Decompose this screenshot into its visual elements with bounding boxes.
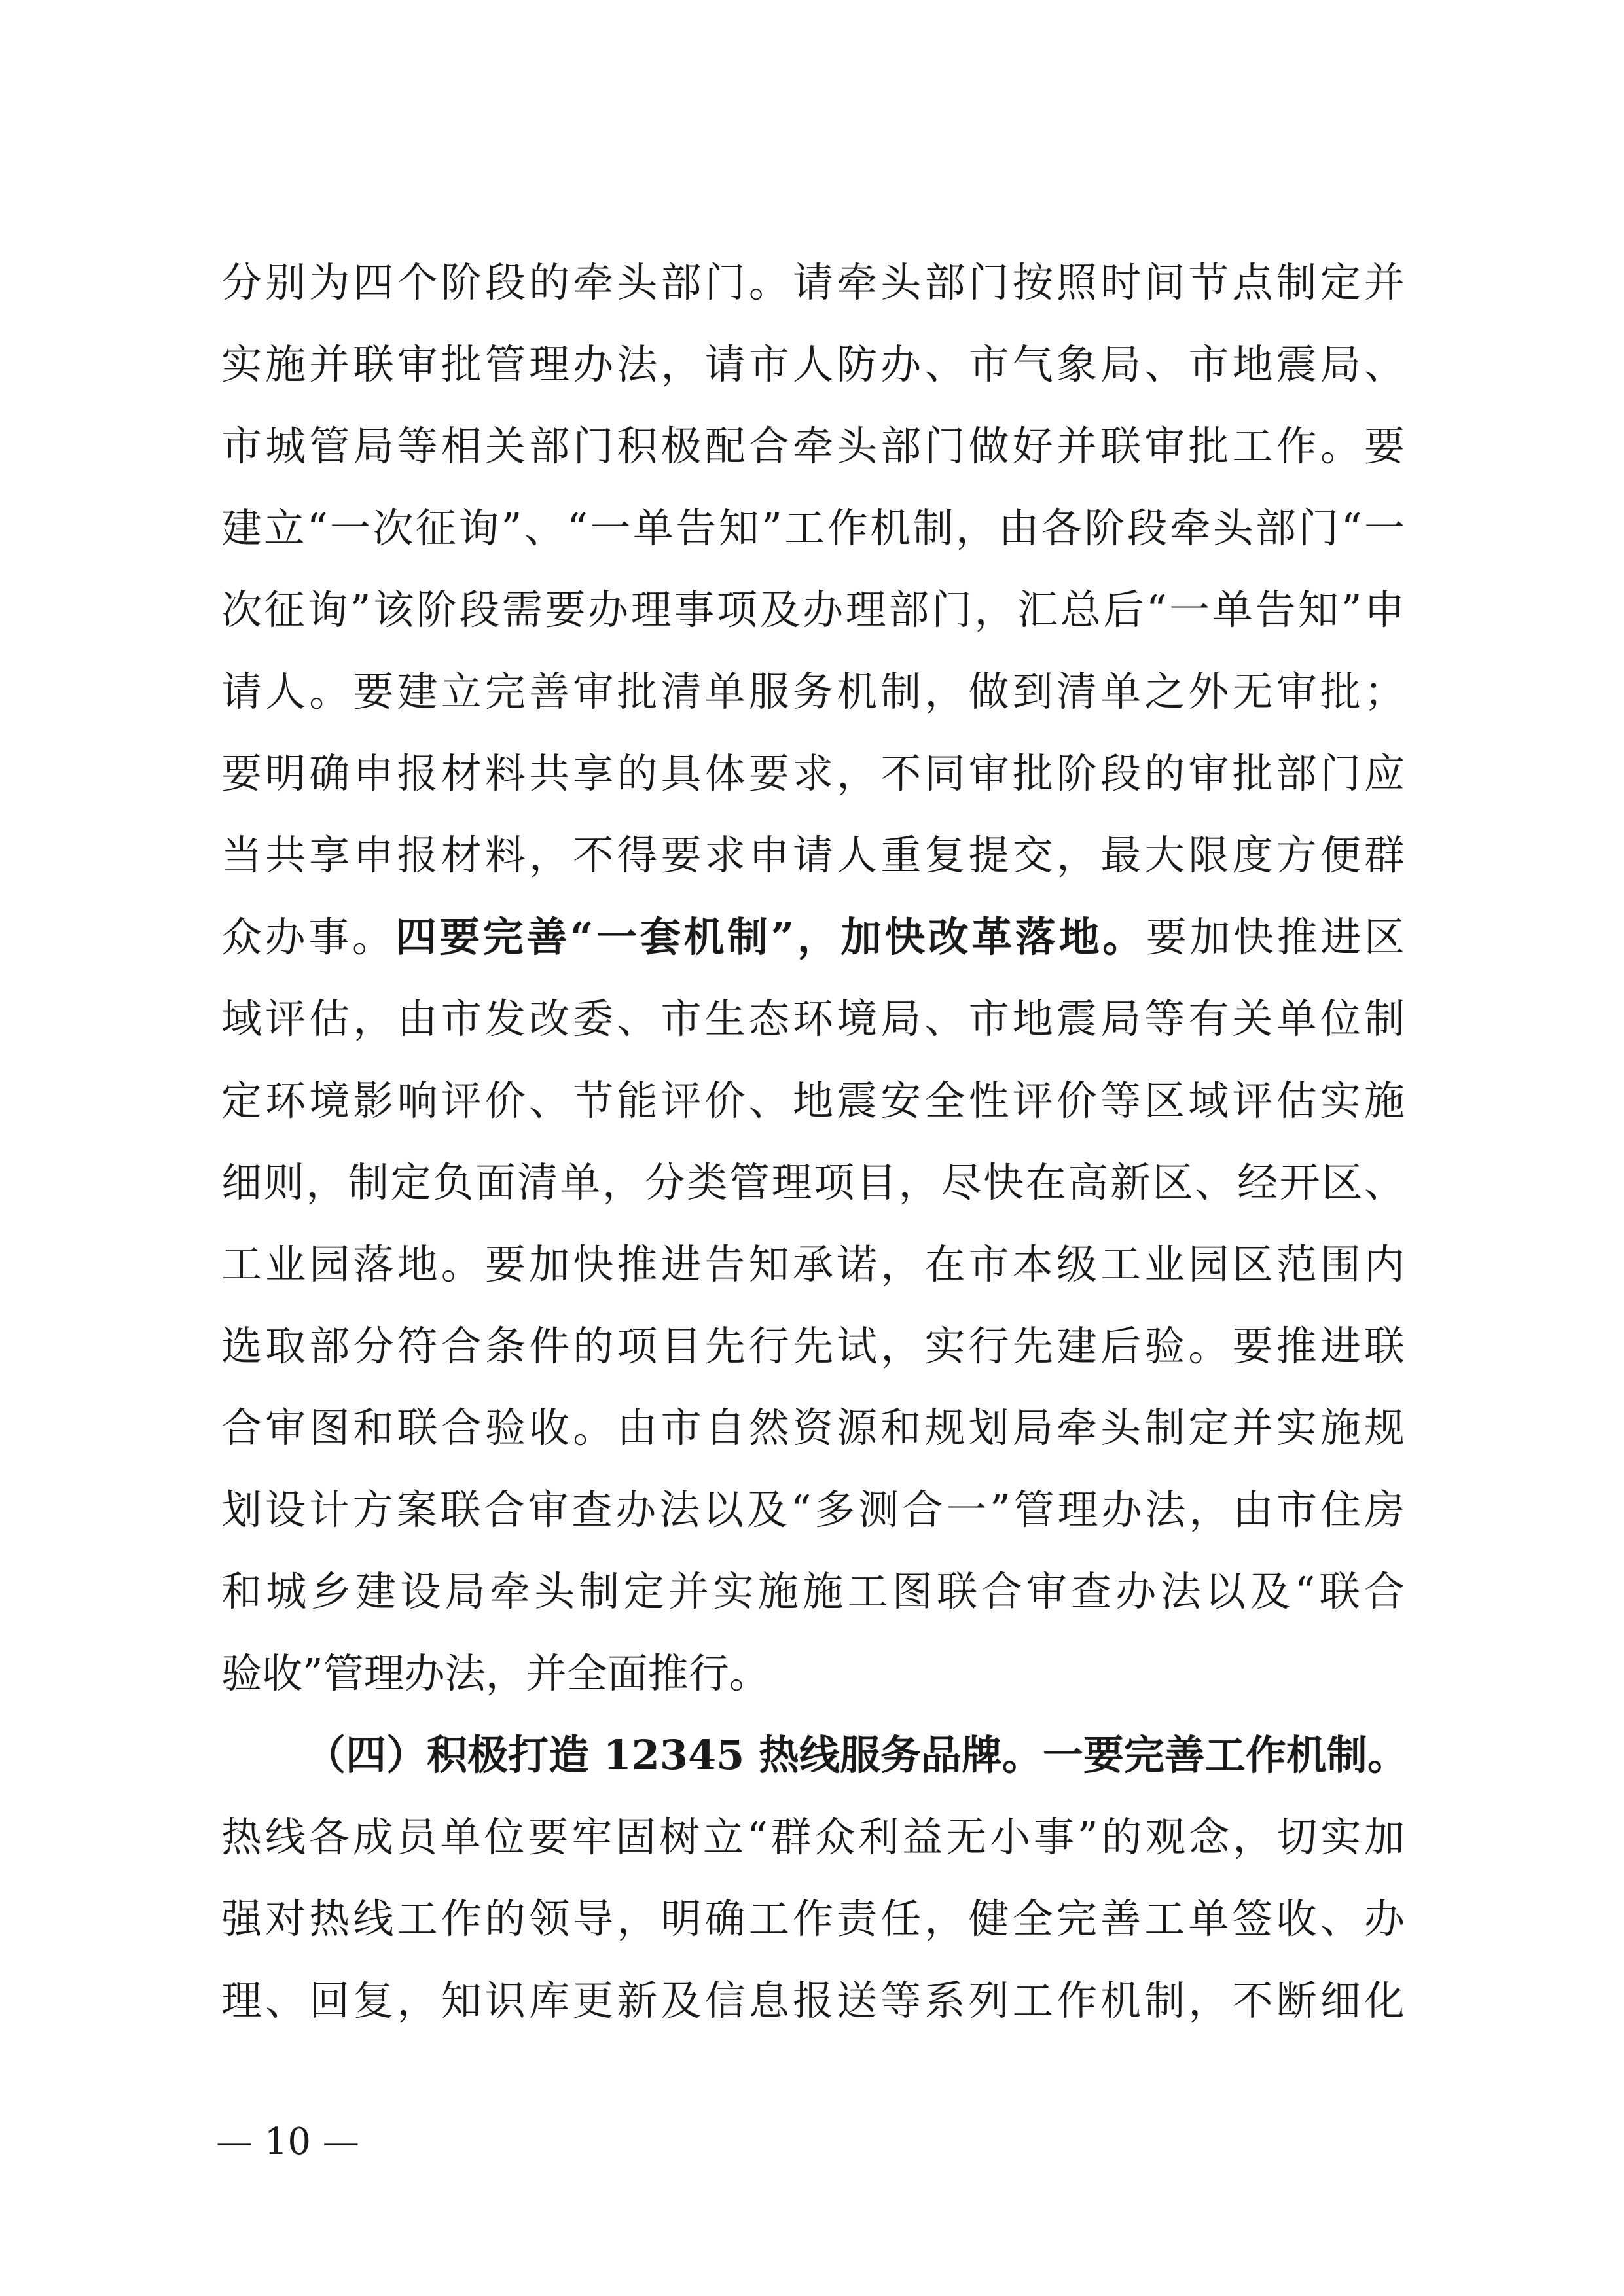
body-line-11: 定环境影响评价、节能评价、地震安全性评价等区域评估实施 [221, 1077, 1405, 1124]
body-line-4: 建立“一次征询”、“一单告知”工作机制，由各阶段牵头部门“一 [221, 504, 1405, 552]
body-line-22: 理、回复，知识库更新及信息报送等系列工作机制，不断细化 [221, 1977, 1405, 2024]
body-line-16: 划设计方案联合审查办法以及“多测合一”管理办法，由市住房 [221, 1486, 1405, 1534]
line-9-tail-text: 要加快推进区 [1146, 913, 1405, 961]
body-line-14: 选取部分符合条件的项目先行先试，实行先建后验。要推进联 [221, 1322, 1405, 1370]
page-number: — 10 — [216, 2121, 359, 2163]
body-line-8: 当共享申报材料，不得要求申请人重复提交，最大限度方便群 [221, 831, 1405, 879]
body-line-7: 要明确申报材料共享的具体要求，不同审批阶段的审批部门应 [221, 749, 1405, 797]
body-line-5: 次征询”该阶段需要办理事项及办理部门，汇总后“一单告知”申 [221, 586, 1405, 634]
body-line-12: 细则，制定负面清单，分类管理项目，尽快在高新区、经开区、 [221, 1158, 1405, 1206]
body-line-17: 和城乡建设局牵头制定并实施施工图联合审查办法以及“联合 [221, 1568, 1405, 1615]
body-line-13: 工业园落地。要加快推进告知承诺，在市本级工业园区范围内 [221, 1240, 1405, 1288]
body-line-18: 验收”管理办法，并全面推行。 [221, 1649, 770, 1697]
bold-heading-four: 四要完善“一套机制”，加快改革落地。 [395, 913, 1146, 961]
body-line-15: 合审图和联合验收。由市自然资源和规划局牵头制定并实施规 [221, 1404, 1405, 1452]
body-line-1: 分别为四个阶段的牵头部门。请牵头部门按照时间节点制定并 [221, 259, 1405, 306]
body-line-3: 市城管局等相关部门积极配合牵头部门做好并联审批工作。要 [221, 422, 1405, 470]
body-line-2: 实施并联审批管理办法，请市人防办、市气象局、市地震局、 [221, 340, 1405, 388]
body-line-10: 域评估，由市发改委、市生态环境局、市地震局等有关单位制 [221, 995, 1405, 1043]
body-line-21: 强对热线工作的领导，明确工作责任，健全完善工单签收、办 [221, 1895, 1405, 1943]
section-heading-four: （四）积极打造 12345 热线服务品牌。一要完善工作机制。 [305, 1731, 1408, 1779]
body-line-9 [221, 911, 1405, 963]
body-line-20: 热线各成员单位要牢固树立“群众利益无小事”的观念，切实加 [221, 1813, 1405, 1861]
line-9-lead-text: 众办事。 [221, 913, 396, 961]
body-line-6: 请人。要建立完善审批清单服务机制，做到清单之外无审批； [221, 668, 1405, 715]
